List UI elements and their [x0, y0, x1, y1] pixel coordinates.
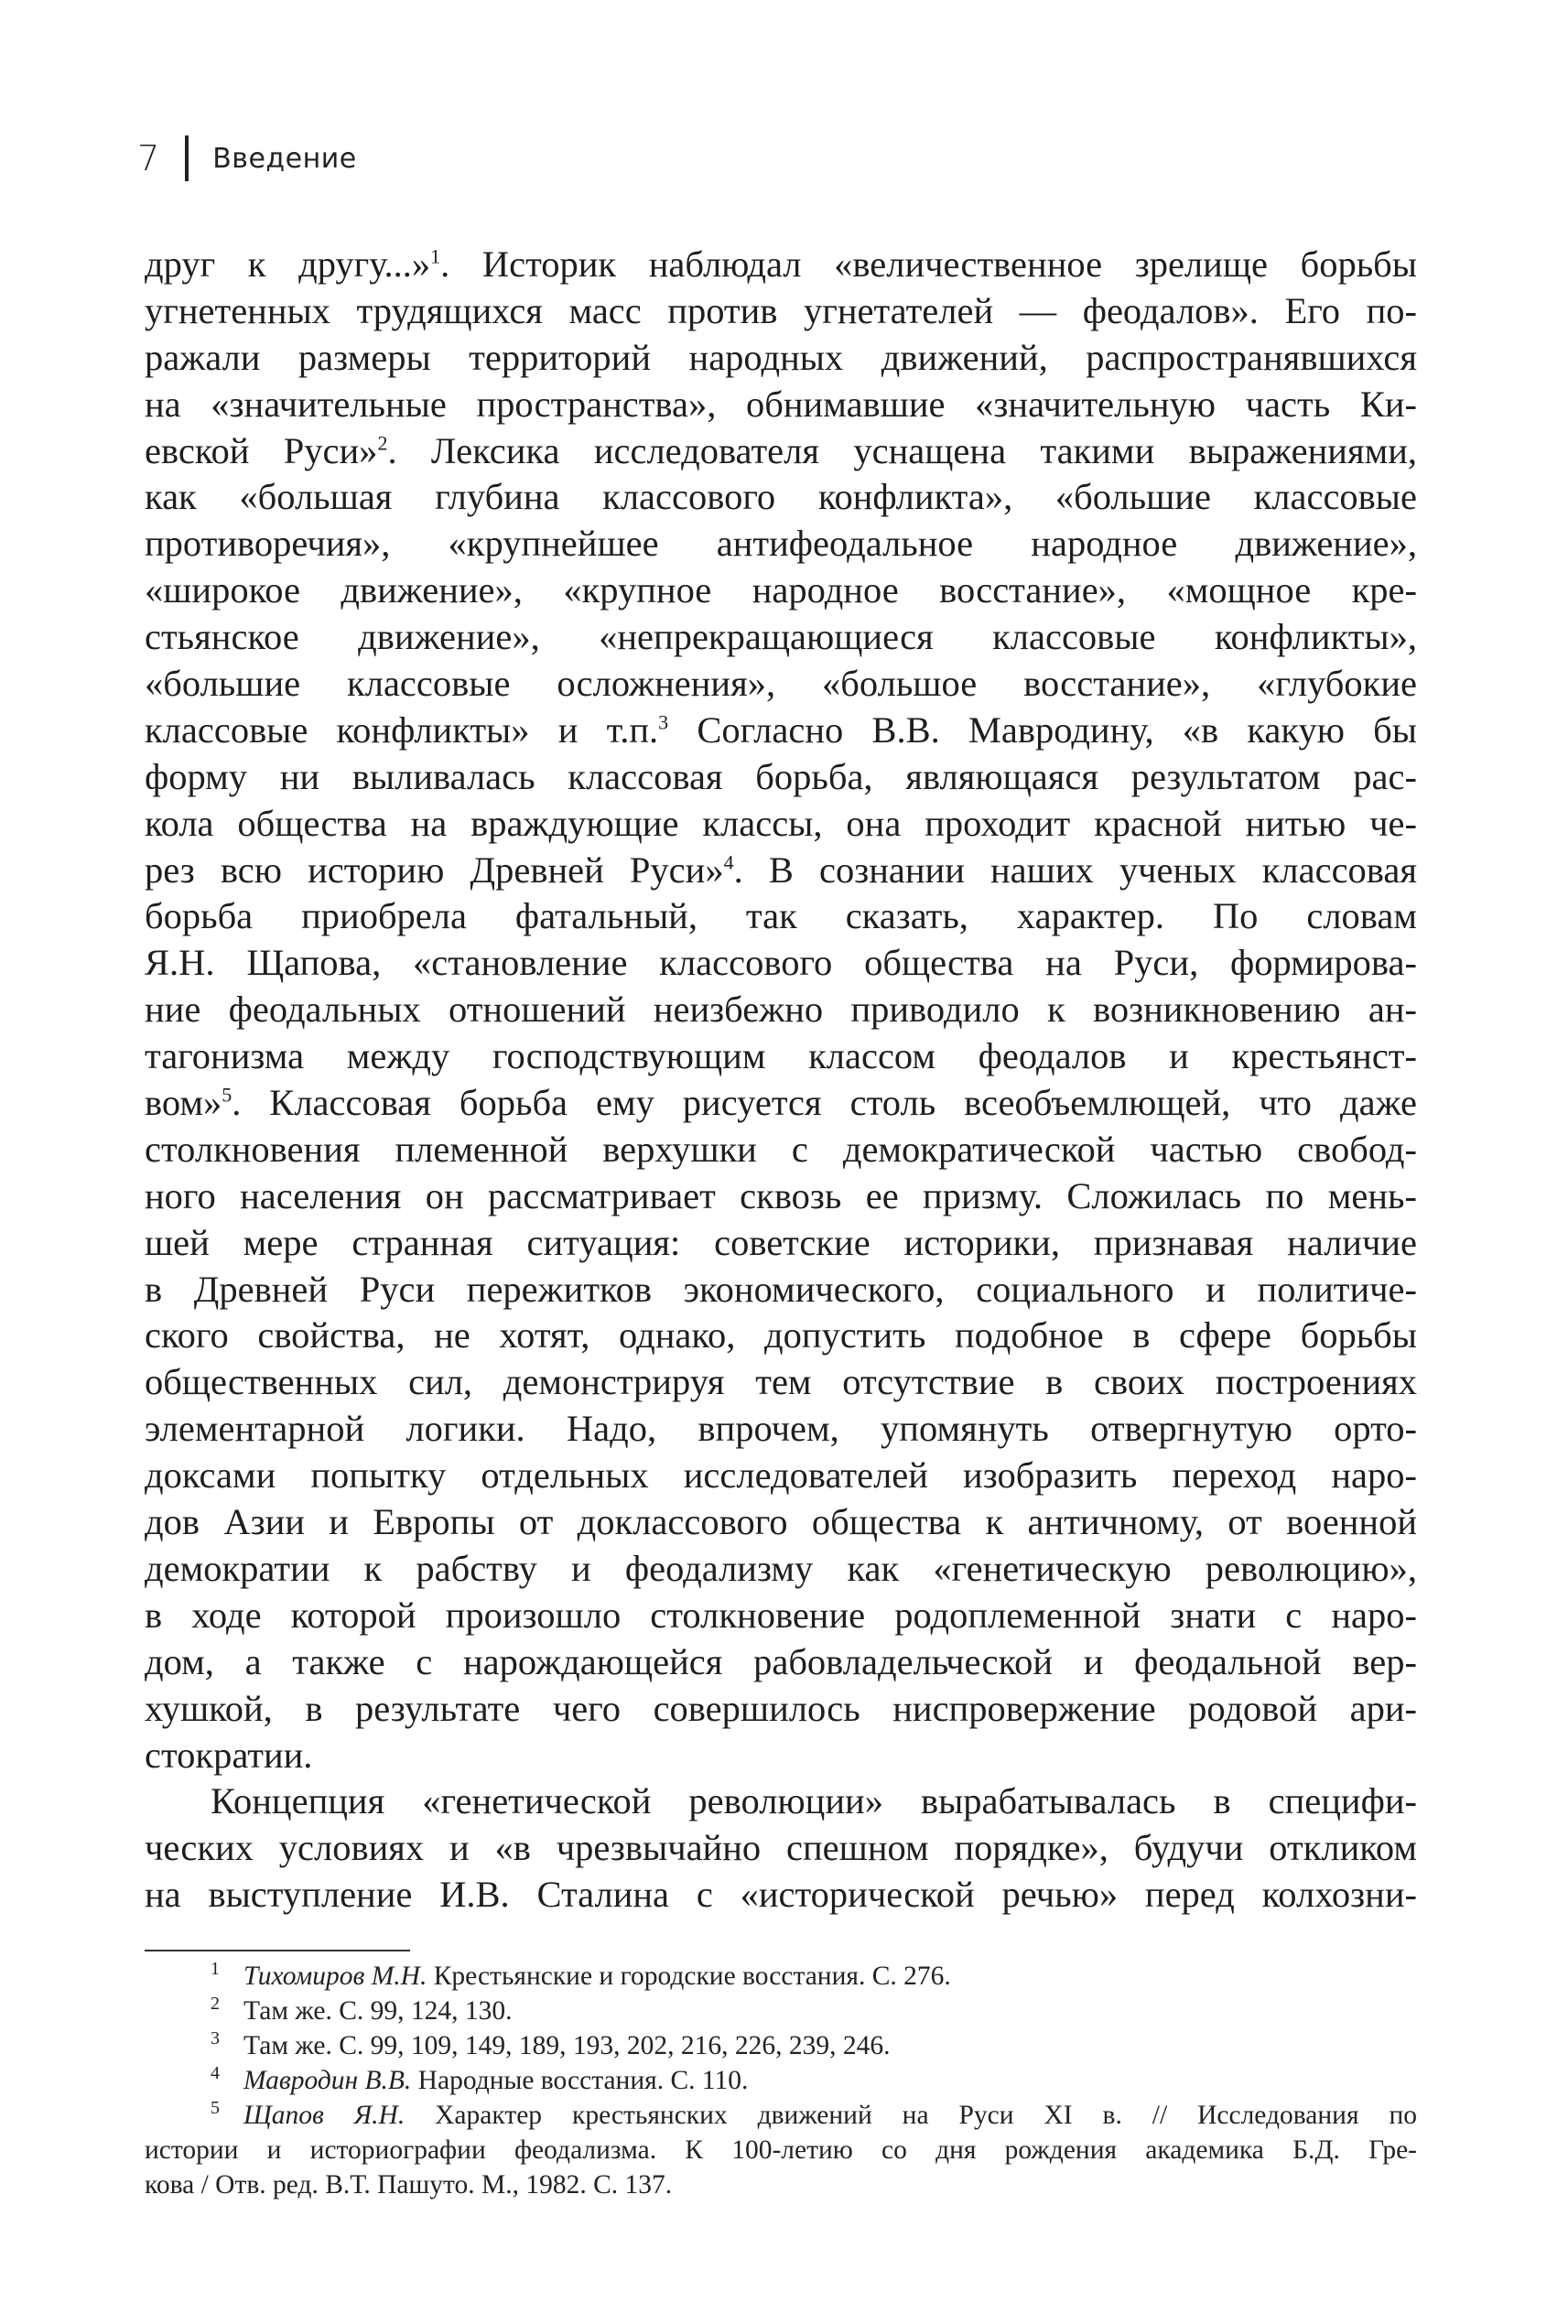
text-line: [145, 288, 1417, 335]
text-run: классовые конфликты» и т.п.: [145, 708, 659, 751]
text-run: столкновения племенной верхушки с демократической частью свобод-: [145, 1128, 1417, 1170]
text-run: ческих условиях и «в чрезвычайно спешном порядке», будучи откликом: [145, 1827, 1417, 1869]
text-run: друг к другу...»: [145, 243, 431, 285]
text-run: ного населения он рассматривает сквозь ее призму. Сложилась по мень-: [145, 1174, 1417, 1216]
text-line: [145, 848, 1417, 894]
footnote-ref[interactable]: 5: [222, 1083, 232, 1107]
text-line: [145, 1220, 1417, 1267]
text-line: [145, 242, 1417, 288]
footnote-ref[interactable]: 2: [377, 431, 388, 455]
text-run: . В сознании наших ученых классовая: [733, 849, 1417, 891]
text-line: [145, 1080, 1417, 1127]
text-run: дов Азии и Европы от доклассового общества к античному, от военной: [145, 1501, 1417, 1543]
text-line: [145, 1406, 1417, 1453]
text-line: [145, 1359, 1417, 1406]
text-run: евской Руси»: [145, 429, 378, 471]
page-number: 7: [137, 138, 160, 178]
text-run: «широкое движение», «крупное народное восстание», «мощное кре-: [145, 569, 1417, 611]
text-line: [145, 1267, 1417, 1313]
text-line: [145, 801, 1417, 848]
footnote-author: Щапов Я.Н.: [243, 2101, 406, 2130]
text-line: [145, 521, 1417, 567]
footnote: 3 Там же. С. 99, 109, 149, 189, 193, 202, 216, 226, 239, 246.: [211, 2028, 891, 2060]
text-line: [145, 1127, 1417, 1173]
footnote-text: Характер крестьянских движений на Руси XI в. // Исследования по: [405, 2101, 1417, 2130]
footnote-text: Там же. С. 99, 124, 130.: [243, 1996, 513, 2026]
text-line: [145, 1499, 1417, 1546]
text-run: угнетенных трудящихся масс против угнетателей — феодалов». Его по-: [145, 289, 1417, 331]
text-run: ражали размеры территорий народных движений, распространявшихся: [145, 336, 1417, 378]
text-run: на «значительные пространства», обнимавшие «значительную часть Ки-: [145, 383, 1417, 425]
text-line: [145, 382, 1417, 428]
text-line: [145, 1686, 1417, 1733]
text-run: как «большая глубина классового конфликта», «большие классовые: [145, 476, 1417, 518]
text-run: ние феодальных отношений неизбежно приводило к возникновению ан-: [145, 989, 1417, 1031]
text-line: [145, 1778, 1417, 1825]
text-line: [145, 893, 1417, 940]
text-run: кола общества на враждующие классы, она проходит красной нитью че-: [145, 802, 1417, 844]
text-run: . Классовая борьба ему рисуется столь всеобъемлющей, что даже: [232, 1082, 1417, 1124]
text-run: хушкой, в результате чего совершилось ниспровержение родовой ари-: [145, 1687, 1417, 1729]
text-run: Концепция «генетической революции» вырабатывалась в специфи-: [211, 1780, 1417, 1822]
text-line: [145, 614, 1417, 661]
text-run: противоречия», «крупнейшее антифеодальное народное движение»,: [145, 523, 1417, 565]
text-run: Я.Н. Щапова, «становление классового общества на Руси, формирова-: [145, 942, 1417, 984]
footnote-ref[interactable]: 4: [723, 850, 734, 874]
text-line: [145, 474, 1417, 521]
footnote: [145, 2167, 1417, 2202]
footnote: 4 Мавродин В.В. Народные восстания. С. 110.: [211, 2063, 749, 2095]
text-line: [145, 1453, 1417, 1499]
text-run: шей мере странная ситуация: советские историки, признавая наличие: [145, 1221, 1417, 1263]
footnotes: [145, 1959, 1417, 2202]
text-run: рез всю историю Древней Руси»: [145, 849, 724, 891]
text-run: общественных сил, демонстрируя тем отсутствие в своих построениях: [145, 1361, 1417, 1403]
text-line: [145, 1546, 1417, 1593]
footnote-author: Тихомиров М.Н.: [243, 1962, 427, 1991]
footnote: [145, 2133, 1417, 2167]
text-run: стьянское движение», «непрекращающиеся классовые конфликты»,: [145, 616, 1417, 658]
text-line: [145, 1173, 1417, 1220]
footnote-ref[interactable]: 3: [658, 710, 669, 734]
text-line: [145, 1033, 1417, 1080]
text-line: [145, 1593, 1417, 1639]
body-text: [145, 242, 1417, 1919]
text-run: элементарной логики. Надо, впрочем, упомянуть отвергнутую орто-: [145, 1408, 1417, 1450]
text-run: . Историк наблюдал «величественное зрелище борьбы: [440, 243, 1417, 285]
footnote: 2 Там же. С. 99, 124, 130.: [211, 1994, 513, 2026]
text-line: [145, 335, 1417, 382]
text-run: форму ни выливалась классовая борьба, являющаяся результатом рас-: [145, 755, 1417, 797]
text-line: [145, 1313, 1417, 1359]
text-run: на выступление И.В. Сталина с «исторической речью» перед колхозни-: [145, 1874, 1417, 1916]
text-run: дом, а также с нарождающейся рабовладельческой и феодальной вер-: [145, 1640, 1417, 1682]
footnote: 5 Щапов Я.Н. Характер крестьянских движений на Руси XI в. // Исследования по: [211, 2098, 1417, 2130]
running-header: [137, 135, 357, 181]
text-run: . Лексика исследователя уснащена такими выражениями,: [387, 429, 1417, 471]
text-line: [145, 940, 1417, 987]
text-line: [145, 987, 1417, 1033]
text-run: в Древней Руси пережитков экономического, социального и политиче-: [145, 1268, 1417, 1310]
text-run: в ходе которой произошло столкновение родоплеменной знати с наро-: [145, 1594, 1417, 1636]
footnote: 1 Тихомиров М.Н. Крестьянские и городские восстания. С. 276.: [211, 1959, 951, 1991]
text-run: доксами попытку отдельных исследователей изобразить переход наро-: [145, 1454, 1417, 1497]
text-run: «большие классовые осложнения», «большое восстание», «глубокие: [145, 663, 1417, 705]
footnote-text: кова / Отв. ред. В.Т. Пашуто. М., 1982. С. 137.: [145, 2170, 673, 2200]
text-line: [145, 708, 1417, 754]
text-line: [145, 567, 1417, 614]
text-line: [145, 1825, 1417, 1872]
text-line: [145, 1733, 1417, 1779]
text-line: [145, 754, 1417, 801]
text-line: [145, 1872, 1417, 1919]
text-run: демократии к рабству и феодализму как «генетическую революцию»,: [145, 1547, 1417, 1589]
text-line: [145, 1639, 1417, 1686]
text-line: [145, 428, 1417, 475]
text-line: [145, 661, 1417, 708]
footnote-text: Крестьянские и городские восстания. С. 276.: [427, 1962, 951, 1991]
text-run: Согласно В.В. Мавродину, «в какую бы: [668, 708, 1417, 751]
footnote-ref[interactable]: 1: [430, 244, 441, 268]
text-run: стократии.: [145, 1734, 313, 1776]
footnote-text: Там же. С. 99, 109, 149, 189, 193, 202, 216, 226, 239, 246.: [243, 2031, 891, 2060]
footnote-author: Мавродин В.В.: [243, 2066, 412, 2095]
footnote-text: Народные восстания. С. 110.: [411, 2066, 749, 2095]
text-run: борьба приобрела фатальный, так сказать, характер. По словам: [145, 895, 1417, 937]
footnote-separator: [145, 1950, 410, 1951]
text-run: ского свойства, не хотят, однако, допустить подобное в сфере борьбы: [145, 1314, 1417, 1357]
footnote-text: истории и историографии феодализма. К 100-летию со дня рождения академика Б.Д. Гре-: [145, 2135, 1417, 2165]
header-divider: [185, 135, 189, 181]
text-run: вом»: [145, 1082, 222, 1124]
text-run: тагонизма между господствующим классом феодалов и крестьянст-: [145, 1035, 1417, 1077]
section-title: Введение: [212, 142, 357, 175]
